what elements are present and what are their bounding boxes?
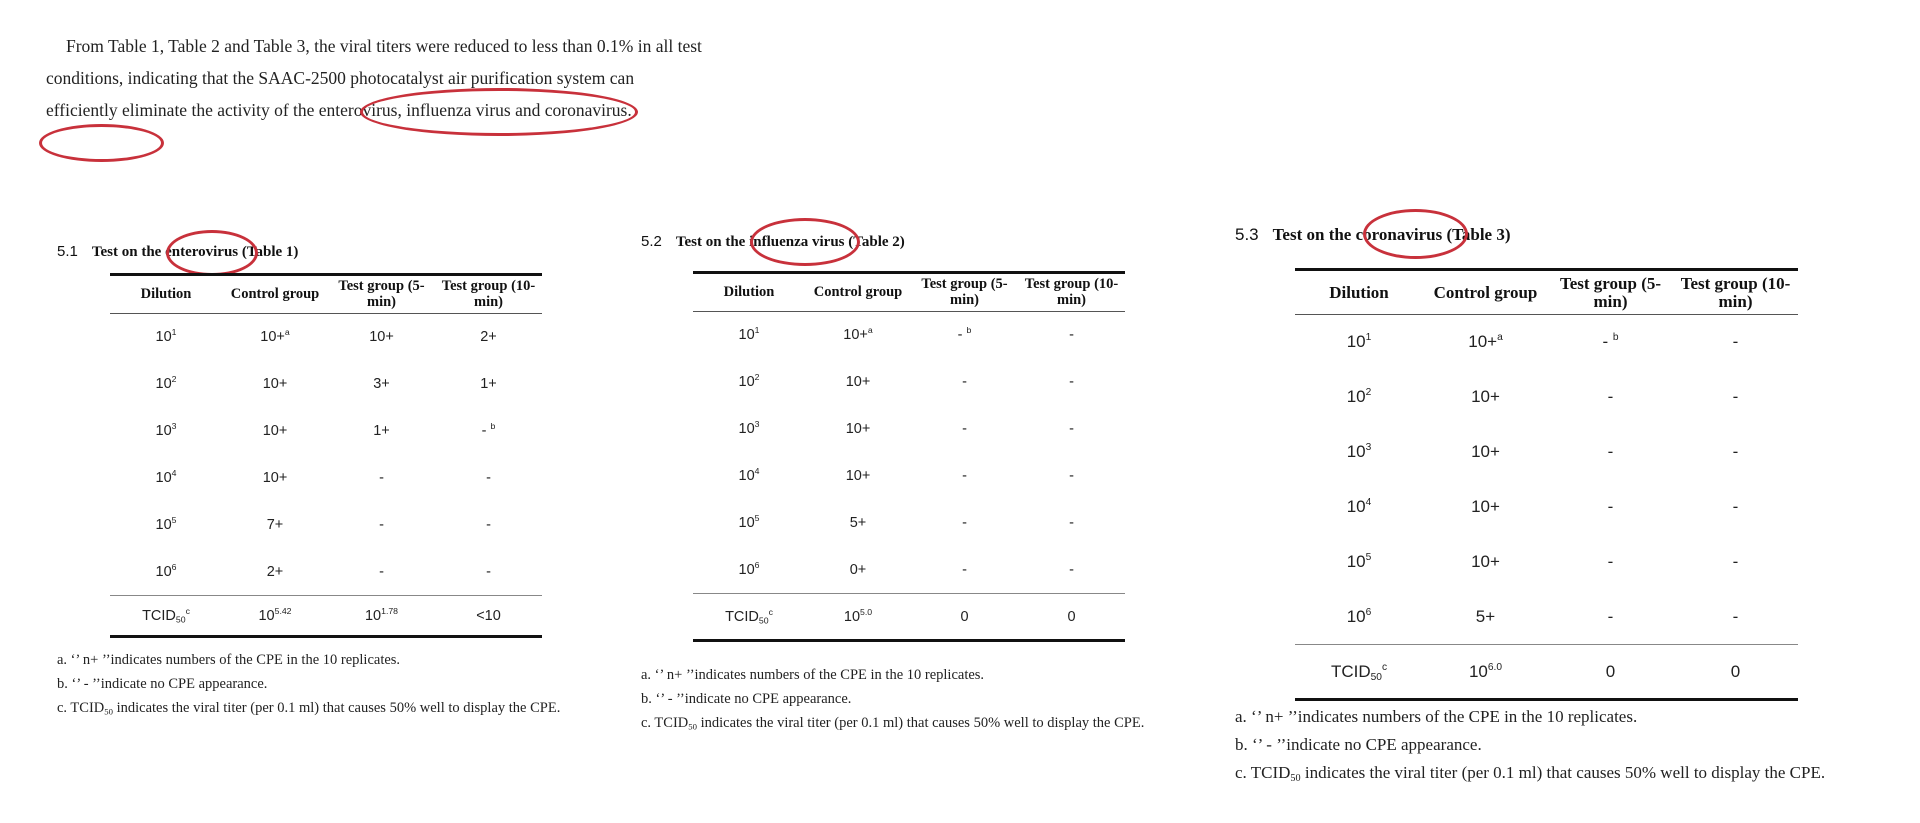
test-10min-cell: - <box>486 470 491 486</box>
dilution-cell: $10^3$ <box>1346 441 1372 461</box>
test-5min-cell: - <box>962 468 967 484</box>
note-c: c. $TCID_{50}$ indicates the viral titer (per 0.1 ml) that causes 50% well to display the CPE. <box>57 700 561 717</box>
test-10min-cell: - <box>486 517 491 533</box>
table-3-body <box>1295 315 1798 700</box>
header-test-10min: Test group (10-min) <box>1018 273 1125 312</box>
header-control-group: Control group <box>222 275 328 314</box>
test-5min-cell: 3+ <box>373 376 390 392</box>
intro-paragraph <box>46 30 706 126</box>
test-5min-cell: - <box>1607 442 1614 461</box>
tcid50-row <box>110 596 542 637</box>
table-2 <box>693 271 1125 642</box>
table-row <box>110 314 542 361</box>
tcid50-row <box>1295 645 1798 700</box>
dilution-cell: $10^5$ <box>738 512 760 531</box>
tcid50-row <box>693 594 1125 641</box>
table-3-notes <box>1235 703 1825 787</box>
table-row <box>110 502 542 549</box>
title-prefix: Test on the <box>675 234 750 250</box>
title-suffix: (Table 2) <box>844 234 905 250</box>
note-b: b. ‘’ - ’’indicate no CPE appearance. <box>1235 735 1482 754</box>
table-2-notes <box>641 663 1144 735</box>
header-test-10min: Test group (10-min) <box>1673 270 1798 315</box>
test-5min-cell: - $^b$ <box>1602 332 1619 352</box>
test-5min-cell: - $^b$ <box>957 325 972 344</box>
title-prefix: Test on the <box>91 244 166 260</box>
test-5min-cell: - <box>1607 497 1614 516</box>
test-10min-cell: - <box>1732 497 1739 516</box>
title-virus: coronavirus <box>1355 225 1443 244</box>
tcid50-test-5min: 0 <box>911 594 1018 641</box>
table-row <box>1295 370 1798 425</box>
note-b: b. ‘’ - ’’indicate no CPE appearance. <box>641 691 852 707</box>
dilution-cell: $10^1$ <box>738 325 760 344</box>
test-5min-cell: - <box>1607 387 1614 406</box>
dilution-cell: $10^6$ <box>1346 606 1372 626</box>
tcid50-label: $TCID_{50}^c$ <box>693 594 805 641</box>
table-row <box>110 361 542 408</box>
table-row <box>1295 535 1798 590</box>
tcid50-test-10min: 0 <box>1673 645 1798 700</box>
test-10min-cell: - $^b$ <box>481 420 496 439</box>
table-row <box>693 500 1125 547</box>
note-c: c. $TCID_{50}$ indicates the viral titer (per 0.1 ml) that causes 50% well to display the CPE. <box>641 715 1145 732</box>
table-row <box>693 406 1125 453</box>
title-suffix: (Table 1) <box>238 244 299 260</box>
title-virus: enterovirus <box>165 244 239 260</box>
tcid50-test-10min: 0 <box>1018 594 1125 641</box>
control-cell: 10+$^a$ <box>1468 332 1503 352</box>
test-5min-cell: - <box>379 470 384 486</box>
test-10min-cell: - <box>1069 374 1074 390</box>
dilution-cell: $10^5$ <box>155 514 177 533</box>
dilution-cell: $10^1$ <box>155 327 177 346</box>
test-10min-cell: - <box>1069 468 1074 484</box>
table-row <box>693 547 1125 594</box>
test-10min-cell: - <box>1732 442 1739 461</box>
dilution-cell: $10^4$ <box>155 467 177 486</box>
header-test-5min: Test group (5-min) <box>328 275 435 314</box>
test-10min-cell: - <box>1069 515 1074 531</box>
table-row <box>1295 425 1798 480</box>
header-dilution: Dilution <box>110 275 222 314</box>
tcid50-control: $10^{5.0}$ <box>805 594 911 641</box>
table-3 <box>1295 268 1798 701</box>
header-dilution: Dilution <box>693 273 805 312</box>
title-prefix: Test on the <box>1272 225 1356 244</box>
section-number: 5.3 <box>1235 225 1259 244</box>
intro-text: From Table 1, Table 2 and Table 3, the viral titers were reduced to less than 0.1% in all test conditions, indicating that the SAAC-2500 photocatalyst air purification system can efficiently eliminate the activity of the enterovirus, influenza virus and coronavirus. <box>46 36 702 120</box>
control-cell: 10+ <box>1471 552 1500 571</box>
control-cell: 10+ <box>1471 442 1500 461</box>
tcid50-test-10min: <10 <box>435 596 542 637</box>
control-cell: 10+ <box>1471 387 1500 406</box>
table-1-notes <box>57 648 560 720</box>
dilution-cell: $10^2$ <box>155 373 177 392</box>
test-5min-cell: 10+ <box>369 329 394 346</box>
dilution-cell: $10^6$ <box>155 561 177 580</box>
test-10min-cell: - <box>1069 327 1074 344</box>
test-5min-cell: - <box>962 421 967 437</box>
note-a: a. ‘’ n+ ’’indicates numbers of the CPE in the 10 replicates. <box>1235 707 1638 726</box>
table-1-body <box>110 314 542 637</box>
table-row <box>110 549 542 596</box>
dilution-cell: $10^2$ <box>1346 386 1372 406</box>
note-a: a. ‘’ n+ ’’indicates numbers of the CPE in the 10 replicates. <box>57 652 401 668</box>
test-5min-cell: - <box>962 561 967 578</box>
control-cell: 7+ <box>266 517 284 533</box>
control-cell: 10+$^a$ <box>843 325 873 344</box>
tcid50-control: $10^{5.42}$ <box>222 596 328 637</box>
test-5min-cell: - <box>962 374 967 390</box>
table-row <box>1295 480 1798 535</box>
control-cell: 10+ <box>262 376 288 392</box>
title-virus: influenza virus <box>749 234 845 250</box>
test-10min-cell: - <box>486 563 491 580</box>
tcid50-label: $TCID_{50}^c$ <box>110 596 222 637</box>
table-row <box>693 312 1125 359</box>
header-dilution: Dilution <box>1295 270 1423 315</box>
test-10min-cell: - <box>1732 387 1739 406</box>
test-5min-cell: - <box>379 563 384 580</box>
test-10min-cell: - <box>1732 606 1739 626</box>
test-5min-cell: - <box>379 517 384 533</box>
tcid50-control: $10^{6.0}$ <box>1423 645 1548 700</box>
control-cell: 10+ <box>262 470 288 486</box>
dilution-cell: $10^5$ <box>1346 551 1372 571</box>
dilution-cell: $10^3$ <box>738 418 760 437</box>
section-title-5-1 <box>57 243 298 261</box>
control-cell: 2+ <box>266 563 284 580</box>
test-10min-cell: - <box>1732 332 1739 352</box>
control-cell: 10+ <box>845 374 871 390</box>
section-title-5-3 <box>1235 225 1511 245</box>
test-5min-cell: - <box>1607 606 1614 626</box>
test-10min-cell: - <box>1732 552 1739 571</box>
section-number: 5.1 <box>57 243 78 260</box>
tcid50-label: $TCID_{50}^c$ <box>1295 645 1423 700</box>
control-cell: 10+ <box>262 423 288 439</box>
header-test-5min: Test group (5-min) <box>1548 270 1673 315</box>
section-title-5-2 <box>641 233 905 251</box>
table-row <box>693 453 1125 500</box>
table-row <box>110 408 542 455</box>
dilution-cell: $10^4$ <box>1346 496 1372 516</box>
control-cell: 10+$^a$ <box>260 327 290 346</box>
table-row <box>1295 590 1798 645</box>
control-cell: 10+ <box>845 468 871 484</box>
header-test-5min: Test group (5-min) <box>911 273 1018 312</box>
tcid50-test-5min: $10^{1.78}$ <box>328 596 435 637</box>
note-a: a. ‘’ n+ ’’indicates numbers of the CPE in the 10 replicates. <box>641 667 985 683</box>
control-cell: 5+ <box>849 515 867 531</box>
dilution-cell: $10^6$ <box>738 559 760 578</box>
test-5min-cell: - <box>962 515 967 531</box>
test-10min-cell: - <box>1069 561 1074 578</box>
test-5min-cell: - <box>1607 552 1614 571</box>
note-c: c. $TCID_{50}$ indicates the viral titer (per 0.1 ml) that causes 50% well to display the CPE. <box>1235 763 1826 785</box>
test-5min-cell: 1+ <box>373 423 390 439</box>
note-b: b. ‘’ - ’’indicate no CPE appearance. <box>57 676 268 692</box>
dilution-cell: $10^3$ <box>155 420 177 439</box>
section-number: 5.2 <box>641 233 662 250</box>
header-control-group: Control group <box>1423 270 1548 315</box>
header-test-10min: Test group (10-min) <box>435 275 542 314</box>
control-cell: 10+ <box>845 421 871 437</box>
test-10min-cell: - <box>1069 421 1074 437</box>
table-2-body <box>693 312 1125 641</box>
control-cell: 5+ <box>1475 606 1496 626</box>
header-control-group: Control group <box>805 273 911 312</box>
table-row <box>1295 315 1798 370</box>
test-10min-cell: 2+ <box>480 329 497 346</box>
dilution-cell: $10^4$ <box>738 465 760 484</box>
test-10min-cell: 1+ <box>480 376 497 392</box>
control-cell: 10+ <box>1471 497 1500 516</box>
tcid50-test-5min: 0 <box>1548 645 1673 700</box>
title-suffix: (Table 3) <box>1442 225 1511 244</box>
highlight-oval-intro-2 <box>39 124 164 162</box>
control-cell: 0+ <box>849 561 867 578</box>
dilution-cell: $10^2$ <box>738 371 760 390</box>
table-1 <box>110 273 542 638</box>
table-row <box>693 359 1125 406</box>
table-row <box>110 455 542 502</box>
dilution-cell: $10^1$ <box>1346 332 1372 352</box>
